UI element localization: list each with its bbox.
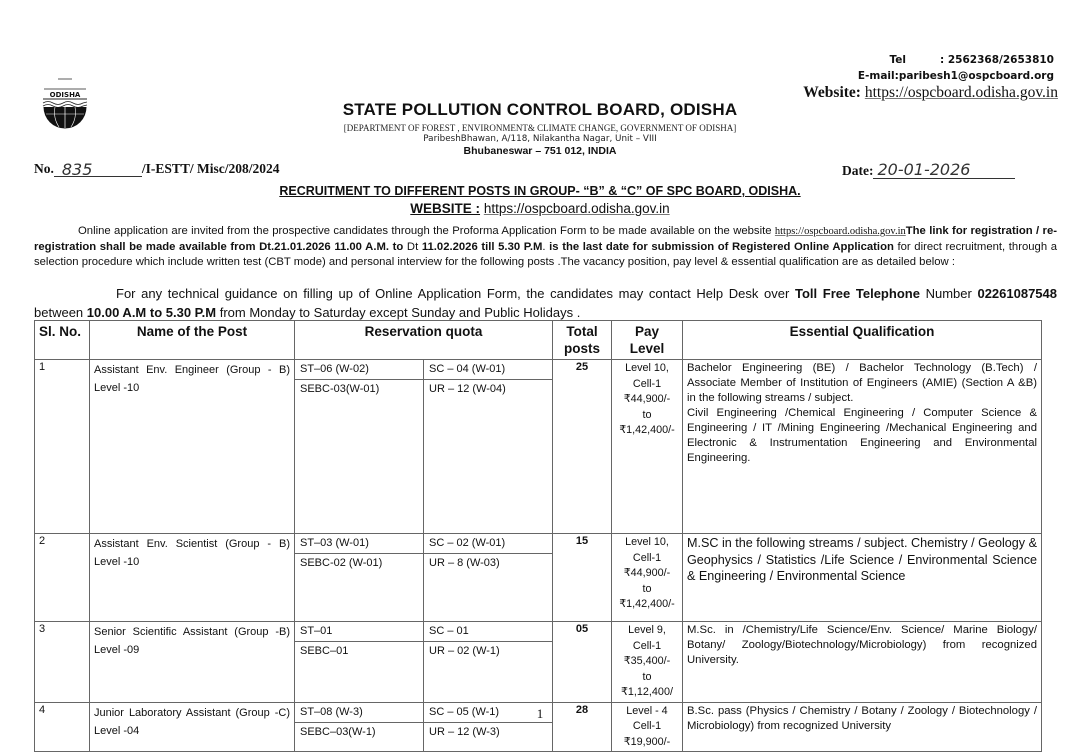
- quota-sebc: SEBC-02 (W-01): [300, 557, 383, 569]
- cell-qualification: [683, 534, 1042, 622]
- table-row: [35, 534, 1042, 622]
- header-reservation-quota: Reservation quota: [295, 321, 553, 360]
- tel-value: : 2562368/2653810: [940, 54, 1054, 66]
- intro-website-link[interactable]: https://ospcboard.odisha.gov.in: [774, 226, 906, 237]
- header-total-posts: Total posts: [553, 321, 612, 360]
- website-link[interactable]: https://ospcboard.odisha.gov.in: [864, 84, 1058, 101]
- date-label: Date:: [842, 163, 874, 178]
- quota-ur: UR – 02 (W-1): [429, 645, 500, 657]
- organization-header: [0, 100, 1080, 157]
- intro-text: for direct recruitment, through a selection procedure which include written test (CBT mode) and personal interview for the following posts .The vacancy position, pay level & essential qualification are as detailed below :: [34, 240, 1057, 268]
- pay-line: to: [642, 582, 652, 595]
- ref-prefix: No.: [34, 161, 54, 176]
- pay-line: Level 10,: [625, 362, 669, 374]
- toll-free-label: Toll Free Telephone: [795, 286, 920, 301]
- website-label: Website:: [803, 84, 861, 101]
- quota-sc: SC – 01: [424, 622, 552, 642]
- website-heading: [0, 201, 1080, 216]
- pay-line: Cell-1: [632, 551, 662, 564]
- recruitment-heading: [0, 184, 1080, 198]
- recruitment-title: RECRUITMENT TO DIFFERENT POSTS IN GROUP- “B” & “C” OF SPC BOARD, ODISHA.: [279, 184, 801, 198]
- quota-ur: UR – 8 (W-03): [429, 557, 500, 569]
- quota-st: ST–08 (W-3): [295, 703, 423, 723]
- intro-text: Online application are invited from the prospective candidates through the Proforma Application Form to be made available on the website: [78, 225, 775, 237]
- logo-text: ODISHA: [49, 91, 81, 99]
- cell-sl-no: 1: [35, 360, 90, 534]
- cell-quota-left: [295, 534, 424, 622]
- telephone-line: [858, 52, 1054, 68]
- pay-line: ₹44,900/-: [623, 393, 671, 405]
- page-number: 1: [536, 706, 544, 721]
- qualification-text: Civil Engineering /Chemical Engineering / Computer Science & Engineering / IT /Mining Engineering /Mechanical Engineering and Electronic & Instrumentation Engineering and Environmental Engineering.: [687, 407, 1037, 464]
- quota-sebc: SEBC–01: [300, 645, 349, 657]
- helpdesk-hours: 10.00 A.M to 5.30 P.M: [86, 305, 217, 320]
- quota-sc: SC – 05 (W-1): [424, 703, 552, 723]
- pay-line: Cell-1: [632, 639, 662, 652]
- cell-sl-no: 2: [35, 534, 90, 622]
- header-qualification: Essential Qualification: [683, 321, 1042, 360]
- helpdesk-text: Number: [919, 286, 978, 301]
- cell-post-name: Assistant Env. Engineer (Group - B) Level -10: [90, 360, 295, 534]
- pay-line: to: [642, 670, 652, 683]
- cell-qualification: [683, 360, 1042, 534]
- intro-text: Dt: [403, 240, 422, 253]
- helpdesk-text: from Monday to Saturday except Sunday and Public Holidays .: [216, 305, 581, 320]
- email-line: E-mail:paribesh1@ospcboard.org: [857, 70, 1054, 82]
- ref-handwritten-number: 835: [61, 160, 93, 179]
- registration-window: The link for registration / re-registration shall be made available from Dt.21.01.2026 11.00 A.M. to: [34, 225, 1057, 253]
- helpdesk-text: For any technical guidance on filling up of Online Application Form, the candidates may contact Help Desk over: [116, 286, 795, 301]
- intro-paragraph: [34, 224, 1057, 271]
- pay-line: Cell-1: [632, 377, 662, 390]
- org-address: ParibeshBhawan, A/118, Nilakantha Nagar, Unit – VIII: [423, 134, 657, 144]
- pay-line: ₹44,900/-: [623, 567, 671, 579]
- qualification-text: Bachelor Engineering (BE) / Bachelor Technology (B.Tech) / Associate Member of Institution of Engineers (AMIE) (Section A &B) in the following streams / subject.: [687, 362, 1037, 404]
- org-department: [DEPARTMENT OF FOREST , ENVIRONMENT& CLIMATE CHANGE, GOVERNMENT OF ODISHA]: [343, 123, 737, 133]
- cell-total-posts: 28: [553, 702, 612, 752]
- quota-sc: SC – 02 (W-01): [424, 534, 552, 554]
- ref-suffix: /I-ESTT/ Misc/208/2024: [141, 161, 280, 176]
- org-title: STATE POLLUTION CONTROL BOARD, ODISHA: [342, 100, 738, 119]
- table-row: [35, 622, 1042, 703]
- quota-sebc: SEBC–03(W-1): [300, 725, 376, 738]
- intro-text: .: [542, 240, 550, 253]
- cell-quota-left: [295, 360, 424, 534]
- last-date: 11.02.2026 till 5.30 P.M: [421, 240, 543, 253]
- quota-st: ST–06 (W-02): [295, 360, 423, 380]
- cell-pay-level: [612, 360, 683, 534]
- cell-post-name: Junior Laboratory Assistant (Group -C) Level -04: [90, 702, 295, 752]
- tel-label: Tel: [889, 54, 907, 66]
- quota-st: ST–01: [295, 622, 423, 642]
- pay-line: ₹1,42,400/-: [619, 424, 675, 436]
- cell-pay-level: [612, 534, 683, 622]
- cell-post-name: Senior Scientific Assistant (Group -B) Level -09: [90, 622, 295, 703]
- pay-line: Level 9,: [628, 624, 666, 636]
- date-handwritten-value: 20-01-2026: [877, 160, 971, 179]
- header-pay-level: Pay Level: [612, 321, 683, 360]
- cell-sl-no: 4: [35, 702, 90, 752]
- toll-free-number: 02261087548: [977, 286, 1057, 301]
- qualification-text: M.SC in the following streams / subject. Chemistry / Geology & Geophysics / Statistics /Life Science / Environmental Science & Engineering / Environmental Science: [687, 536, 1037, 583]
- qualification-text: B.Sc. pass (Physics / Chemistry / Botany / Zoology / Biotechnology / Microbiology) from recognized University: [687, 704, 1037, 732]
- quota-sebc: SEBC-03(W-01): [300, 383, 380, 395]
- cell-quota-right: [424, 622, 553, 703]
- cell-total-posts: 05: [553, 622, 612, 703]
- cell-pay-level: [612, 622, 683, 703]
- pay-line: ₹1,12,400/: [621, 686, 673, 698]
- pay-line: ₹35,400/-: [623, 655, 671, 667]
- quota-ur: UR – 12 (W-3): [429, 725, 500, 738]
- qualification-text: M.Sc. in /Chemistry/Life Science/Env. Science/ Marine Biology/ Botany/ Zoology/Biotechnology/Microbiology) from recognized University.: [687, 624, 1037, 666]
- document-date: [842, 160, 1015, 179]
- cell-quota-right: [424, 360, 553, 534]
- website-heading-label: WEBSITE :: [410, 201, 481, 216]
- pay-line: Level - 4: [626, 704, 668, 717]
- pay-line: Cell-1: [632, 720, 662, 732]
- posts-table: [34, 320, 1042, 752]
- cell-post-name: Assistant Env. Scientist (Group - B) Level -10: [90, 534, 295, 622]
- cell-qualification: [683, 622, 1042, 703]
- cell-sl-no: 3: [35, 622, 90, 703]
- cell-quota-right: [424, 534, 553, 622]
- pay-line: ₹19,900/-: [623, 735, 671, 748]
- header-sl-no: Sl. No.: [35, 321, 90, 360]
- cell-quota-left: [295, 622, 424, 703]
- table-header-row: [35, 321, 1042, 360]
- pay-line: Level 10,: [625, 536, 669, 548]
- cell-total-posts: 15: [553, 534, 612, 622]
- org-city: Bhubaneswar – 751 012, INDIA: [463, 145, 617, 157]
- helpdesk-paragraph: [34, 284, 1057, 322]
- quota-ur: UR – 12 (W-04): [429, 383, 506, 395]
- helpdesk-text: between: [34, 305, 87, 320]
- cell-total-posts: 25: [553, 360, 612, 534]
- contact-block: [858, 52, 1054, 84]
- table-row: [35, 360, 1042, 534]
- quota-sc: SC – 04 (W-01): [424, 360, 552, 380]
- pay-line: to: [642, 408, 652, 421]
- website-heading-link[interactable]: https://ospcboard.odisha.gov.in: [483, 201, 670, 216]
- last-date-note: is the last date for submission of Registered Online Application: [549, 240, 894, 253]
- pay-line: ₹1,42,400/-: [619, 598, 675, 610]
- reference-number: [34, 160, 280, 177]
- quota-st: ST–03 (W-01): [295, 534, 423, 554]
- header-post-name: Name of the Post: [90, 321, 295, 360]
